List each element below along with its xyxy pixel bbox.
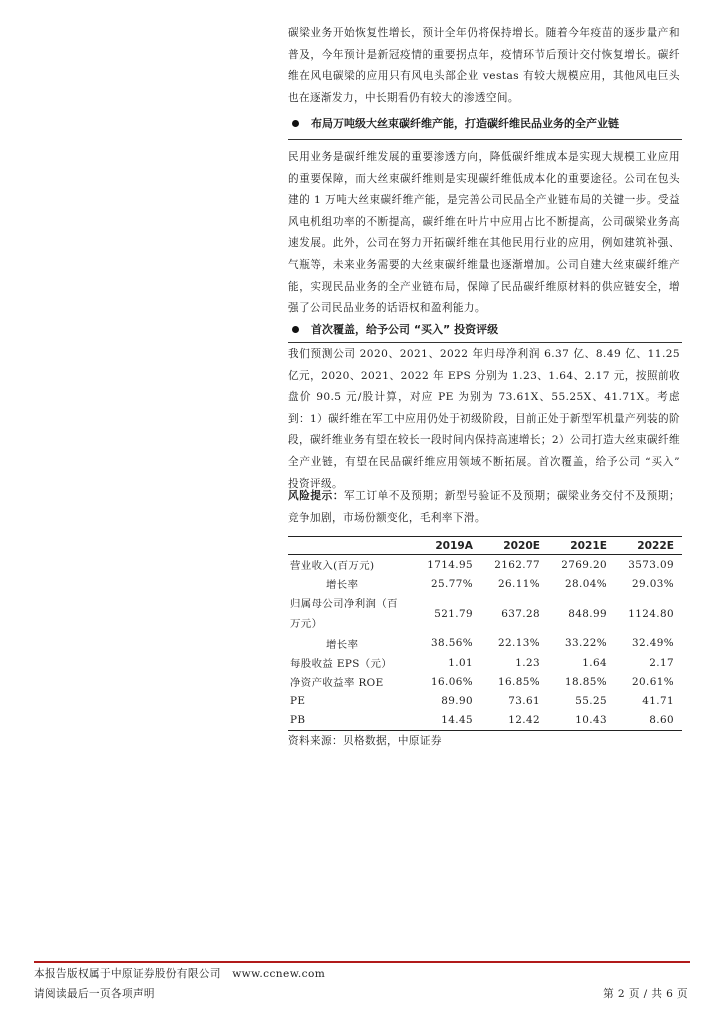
footer-copyright-line: [34, 966, 325, 981]
table-cell: 2769.20: [561, 558, 607, 571]
table-cell: 16.06%: [430, 675, 473, 688]
table-row: [288, 594, 682, 634]
table-cell: 1.23: [515, 656, 540, 669]
table-row: [288, 672, 682, 691]
table-header-cell: [288, 537, 414, 555]
table-cell: 20.61%: [631, 675, 674, 688]
heading-rule: [288, 139, 682, 140]
table-cell: 16.85%: [497, 675, 540, 688]
section-heading-capacity-text: 布局万吨级大丝束碳纤维产能，打造碳纤维民品业务的全产业链: [311, 117, 619, 130]
financial-forecast-table: [288, 536, 682, 731]
table-header-row: [288, 537, 682, 555]
row-label: 增长率: [326, 638, 359, 651]
section-heading-rating-text: 首次覆盖，给予公司 “买入” 投资评级: [311, 323, 499, 336]
table-cell: 1124.80: [628, 607, 674, 620]
row-label: 增长率: [326, 579, 359, 592]
table-row: [288, 634, 682, 653]
table-header-cell: 2022E: [615, 537, 682, 555]
table-cell: 1.64: [582, 656, 607, 669]
risk-label: 风险提示：: [288, 490, 345, 502]
table-cell: 12.42: [481, 711, 548, 731]
bullet-icon: [292, 120, 299, 127]
table-row: [288, 653, 682, 672]
table-row: [288, 711, 682, 731]
table-cell: 38.56%: [430, 637, 473, 650]
table-cell: 55.25: [575, 695, 607, 708]
row-label: PB: [288, 711, 414, 731]
table-cell: 25.77%: [430, 577, 473, 590]
table-cell: 848.99: [568, 607, 607, 620]
table-cell: 33.22%: [564, 637, 607, 650]
row-label: 营业收入(百万元): [290, 560, 375, 573]
table-cell: 18.85%: [564, 675, 607, 688]
table-cell: 2.17: [649, 656, 674, 669]
footer-copyright: 本报告版权属于中原证券股份有限公司: [34, 968, 221, 980]
table-source-note: 资料来源：贝格数据，中原证券: [288, 735, 442, 747]
row-label: 归属母公司净利润（百万元）: [290, 597, 398, 630]
table-cell: 14.45: [414, 711, 481, 731]
table-cell: 8.60: [615, 711, 682, 731]
footer-rule: [34, 961, 690, 963]
table-header-cell: 2020E: [481, 537, 548, 555]
bullet-icon: [292, 326, 299, 333]
intro-paragraph: 碳梁业务开始恢复性增长，预计全年仍将保持增长。随着今年疫苗的逐步量产和普及，今年预计是新冠疫情的重要拐点年，疫情环节后预计交付恢复增长。碳纤维在风电碳梁的应用只有风电头部企业 vestas 有较大规模应用，其他风电巨头也在逐渐发力，中长期看仍有较大的渗透空间。: [288, 27, 680, 104]
table-cell: 10.43: [548, 711, 615, 731]
heading-rule: [288, 342, 682, 343]
footer-disclaimer: 请阅读最后一页各项声明: [34, 988, 155, 1000]
row-label: 每股收益 EPS（元）: [290, 658, 393, 671]
table-cell: 1714.95: [427, 558, 473, 571]
table-cell: 41.71: [642, 695, 674, 708]
page-number: 第 2 页 / 共 6 页: [603, 988, 688, 1000]
table-cell: 73.61: [508, 695, 540, 708]
risk-text: 军工订单不及预期；新型号验证不及预期；碳梁业务交付不及预期；竞争加剧，市场份额变化，毛利率下滑。: [288, 490, 680, 524]
row-label: PE: [290, 695, 306, 708]
table-cell: 3573.09: [628, 558, 674, 571]
risk-warning: [288, 486, 680, 529]
table-cell: 1.01: [448, 656, 473, 669]
table-cell: 89.90: [441, 695, 473, 708]
rating-paragraph: 我们预测公司 2020、2021、2022 年归母净利润 6.37 亿、8.49 亿、11.25 亿元，2020、2021、2022 年 EPS 分别为 1.23、1.64、2.17 元，按照前收盘价 90.5 元/股计算，对应 PE 为别为 73.61X、55.25X、41.71X。考虑到：1）碳纤维在军工中应用仍处于初级阶段，目前正处于新型军机量产列装的阶段，碳纤维业务有望在较长一段时间内保持高速增长；2）公司打造大丝束碳纤维全产业链，有望在民品碳纤维应用领域不断拓展。首次覆盖，给予公司 “买入” 投资评级。: [288, 348, 680, 490]
table-cell: 32.49%: [631, 637, 674, 650]
table-cell: 29.03%: [631, 577, 674, 590]
table-cell: 28.04%: [564, 577, 607, 590]
table-header-cell: 2021E: [548, 537, 615, 555]
table-header-cell: 2019A: [414, 537, 481, 555]
table-cell: 26.11%: [497, 577, 540, 590]
table-cell: 521.79: [434, 607, 473, 620]
section-heading-rating: [292, 319, 684, 339]
section-heading-capacity: [292, 113, 684, 133]
table-cell: 637.28: [501, 607, 540, 620]
row-label: 净资产收益率 ROE: [290, 677, 384, 690]
table-row: [288, 574, 682, 593]
table-row: [288, 691, 682, 710]
table-cell: 2162.77: [494, 558, 540, 571]
table-row: [288, 555, 682, 575]
table-cell: 22.13%: [497, 637, 540, 650]
capacity-paragraph: 民用业务是碳纤维发展的重要渗透方向，降低碳纤维成本是实现大规模工业应用的重要保障，而大丝束碳纤维则是实现碳纤维低成本化的重要途径。公司在包头建的 1 万吨大丝束碳纤维产能，是完善公司民品全产业链布局的关键一步。受益风电机组功率的不断提高，碳纤维在叶片中应用占比不断提高，公司碳梁业务高速发展。此外，公司在努力开拓碳纤维在其他民用行业的应用，例如建筑补强、气瓶等，未来业务需要的大丝束碳纤维量也逐渐增加。公司自建大丝束碳纤维产能，实现民品业务的全产业链布局，保障了民品碳纤维原材料的供应链安全，增强了公司民品业务的话语权和盈利能力。: [288, 151, 680, 315]
footer-website-link[interactable]: www.ccnew.com: [232, 968, 326, 980]
